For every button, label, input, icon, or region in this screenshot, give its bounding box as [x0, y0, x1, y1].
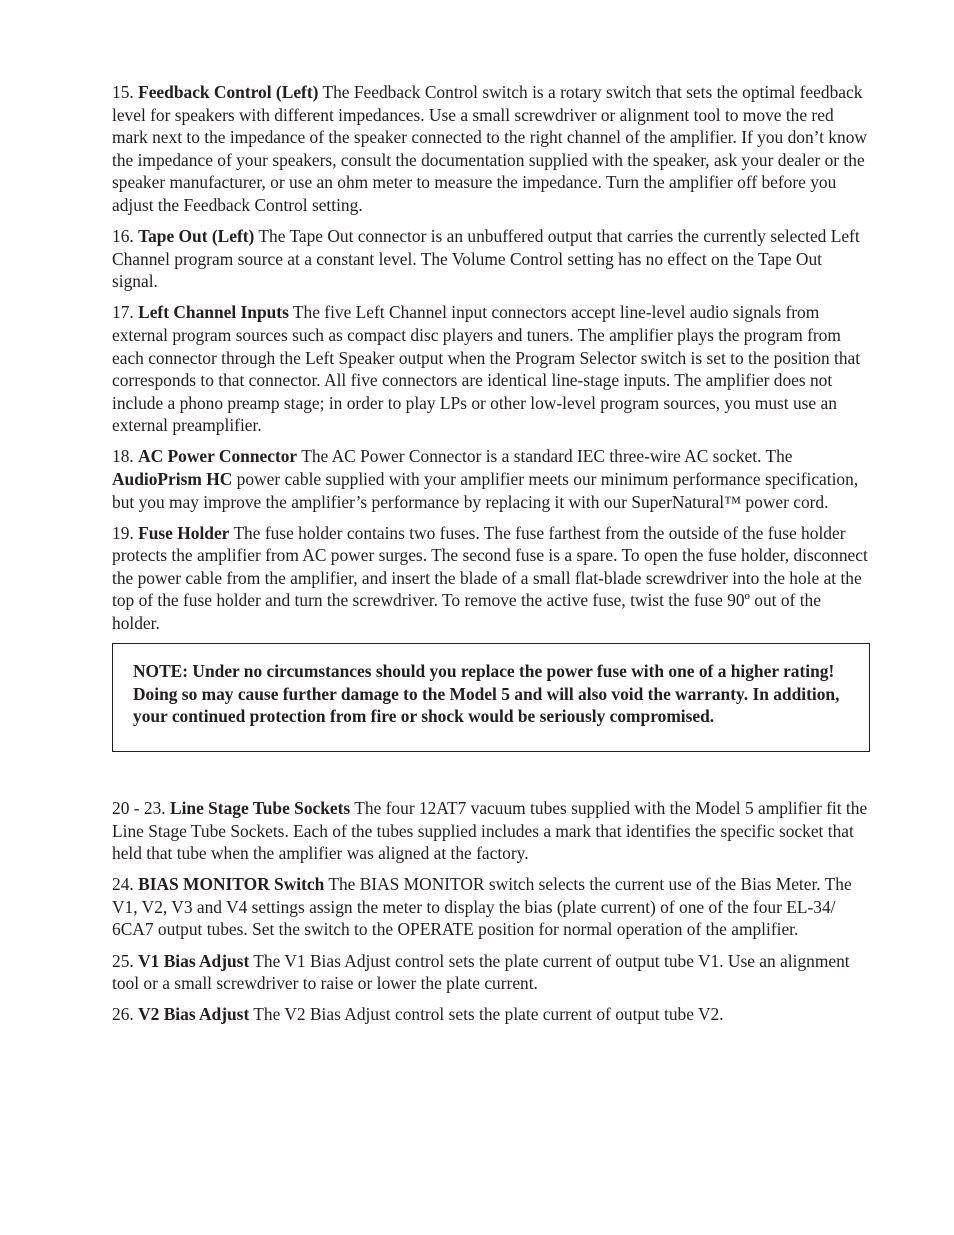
item-body: The Tape Out connector is an unbuffered output that carries the currently selected Left Channel program source at a constant level. The Volume Control setting has no effect on the Tape Out signal.: [112, 226, 860, 292]
item-title: V1 Bias Adjust: [138, 950, 250, 971]
item-body: The Feedback Control switch is a rotary switch that sets the optimal feedback level for speakers with different impedances. Use a small screwdriver or alignment tool to move the red mark next to the impedance of the speaker connected to the right channel of the amplifier. If you don’t know the impedance of your speakers, consult the documentation supplied with the speaker, ask your dealer or the speaker manufacturer, or use an ohm meter to measure the impedance. Turn the amplifier off before you adjust the Feedback Control setting.: [112, 82, 867, 215]
item-number: 20 - 23.: [112, 797, 170, 818]
manual-page: [112, 81, 872, 1034]
item-title: V2 Bias Adjust: [138, 1004, 250, 1025]
item-number: 24.: [112, 874, 139, 895]
warning-note-box: [112, 643, 870, 752]
item-number: 18.: [112, 446, 139, 467]
item-body-continued: power cable supplied with your amplifier meets our minimum performance specification, but you may improve the amplifier’s performance by replacing it with our SuperNatural™ power cord.: [112, 469, 859, 512]
item-title: Feedback Control (Left): [138, 82, 319, 102]
product-name: AudioPrism HC: [112, 469, 233, 489]
item-16: [112, 225, 872, 293]
section-spacer: [112, 752, 872, 797]
item-15: [112, 81, 872, 217]
item-number: 16.: [112, 226, 139, 247]
item-19: [112, 522, 872, 635]
item-number: 17.: [112, 302, 139, 323]
item-24: [112, 873, 872, 941]
item-title: Left Channel Inputs: [138, 302, 289, 323]
item-title: Tape Out (Left): [138, 226, 255, 247]
item-body: The BIAS MONITOR switch selects the current use of the Bias Meter. The V1, V2, V3 and V4 settings assign the meter to display the bias (plate current) of one of the four EL-34/ 6CA7 output tubes. Set the switch to the OPERATE position for normal operation of the amplifier.: [112, 874, 852, 940]
item-number: 25.: [112, 950, 139, 971]
item-title: Fuse Holder: [138, 522, 230, 543]
item-25: [112, 950, 872, 995]
item-number: 15.: [112, 82, 139, 102]
item-body: The V2 Bias Adjust control sets the plate current of output tube V2.: [253, 1004, 724, 1025]
item-number: 26.: [112, 1004, 139, 1025]
item-18: [112, 445, 872, 513]
item-number: 19.: [112, 522, 139, 543]
item-title: AC Power Connector: [138, 446, 298, 467]
item-title: Line Stage Tube Sockets: [169, 797, 351, 818]
item-body: The fuse holder contains two fuses. The fuse farthest from the outside of the fuse holder protects the amplifier from AC power surges. The second fuse is a spare. To open the fuse holder, disconnect the power cable from the amplifier, and insert the blade of a small flat-blade screwdriver into the hole at the top of the fuse holder and turn the screwdriver. To remove the active fuse, twist the fuse 90º out of the holder.: [112, 522, 868, 634]
item-body: The four 12AT7 vacuum tubes supplied with the Model 5 amplifier fit the Line Stage Tube Sockets. Each of the tubes supplied includes a mark that identifies the specific socket that held that tube when the amplifier was aligned at the factory.: [112, 797, 868, 864]
item-26: [112, 1003, 872, 1026]
item-body: The five Left Channel input connectors accept line-level audio signals from external program sources such as compact disc players and tuners. The amplifier plays the program from each connector through the Left Speaker output when the Program Selector switch is set to the position that corresponds to that connector. All five connectors are identical line-stage inputs. The amplifier does not include a phono preamp stage; in order to play LPs or other low-level program sources, you must use an external preamplifier.: [112, 302, 861, 436]
item-17: [112, 301, 872, 437]
item-body: The AC Power Connector is a standard IEC three-wire AC socket. The: [301, 446, 793, 467]
item-title: BIAS MONITOR Switch: [138, 874, 325, 895]
item-body: The V1 Bias Adjust control sets the plate current of output tube V1. Use an alignment tool or a small screwdriver to raise or lower the plate current.: [112, 950, 850, 994]
item-20-23: [112, 797, 872, 865]
warning-note-text: NOTE: Under no circumstances should you replace the power fuse with one of a higher rating! Doing so may cause further damage to the Model 5 and will also void the warranty. In addition, your continued protection from fire or shock would be seriously compromised.: [133, 661, 840, 727]
